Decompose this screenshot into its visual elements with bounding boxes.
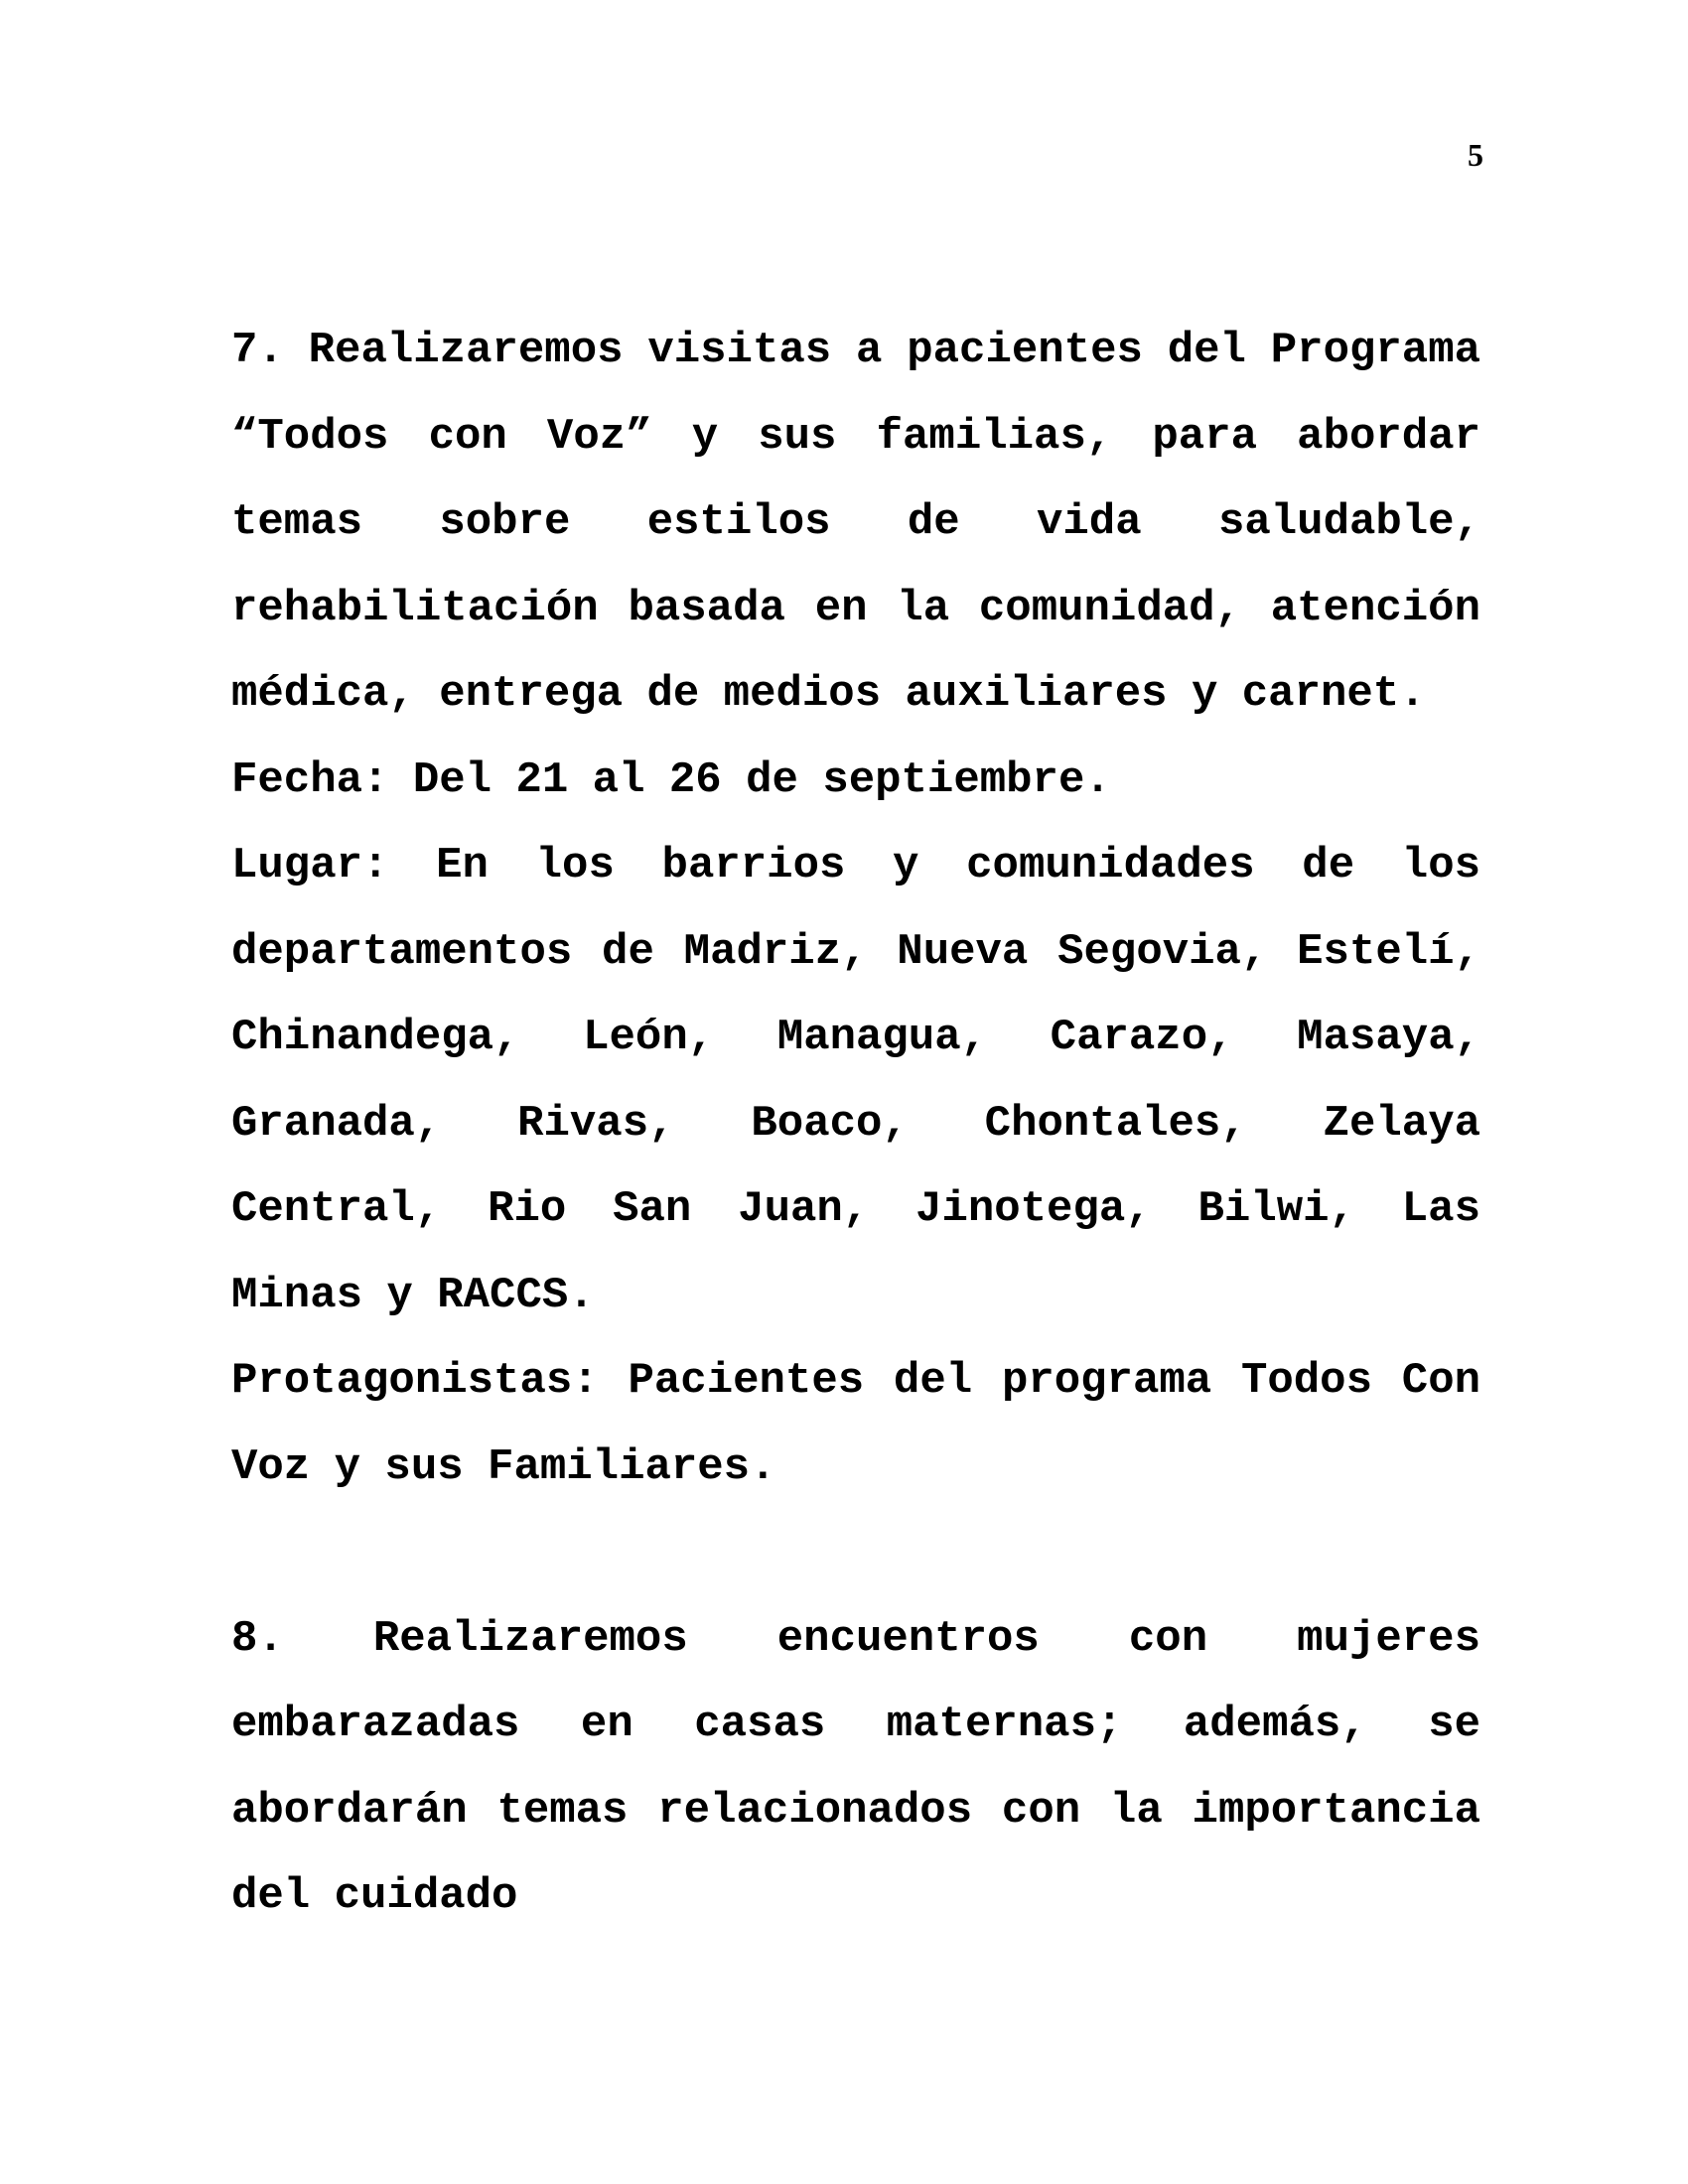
participants-label: Protagonistas:	[231, 1356, 599, 1406]
place-label: Lugar:	[231, 841, 389, 890]
page-content	[231, 308, 1480, 1940]
place-value: En los barrios y comunidades de los departamentos de Madriz, Nueva Segovia, Estelí, Chinandega, León, Managua, Carazo, Masaya, Granada, Rivas, Boaco, Chontales, Zelaya Central, Rio San Juan, Jinotega, Bilwi, Las Minas y RACCS.	[231, 841, 1481, 1320]
page-number: 5	[1468, 137, 1483, 173]
paragraph-spacer	[231, 1510, 1480, 1596]
date-label: Fecha:	[231, 754, 389, 805]
item-7-participants	[231, 1338, 1480, 1510]
item-7-place	[231, 823, 1480, 1338]
item-7-description: 7. Realizaremos visitas a pacientes del Programa “Todos con Voz” y sus familias, para abordar temas sobre estilos de vida saludable, rehabilitación basada en la comunidad, atención médica, entrega de medios auxiliares y carnet.	[231, 326, 1480, 719]
participants-value: Pacientes del programa Todos Con Voz y sus Familiares.	[231, 1356, 1481, 1492]
item-8-description: 8. Realizaremos encuentros con mujeres embarazadas en casas maternas; además, se abordarán temas relacionados con la importancia del cuidado	[231, 1613, 1480, 1921]
item-7-date	[231, 738, 1480, 824]
date-value: Del 21 al 26 de septiembre.	[412, 754, 1111, 805]
